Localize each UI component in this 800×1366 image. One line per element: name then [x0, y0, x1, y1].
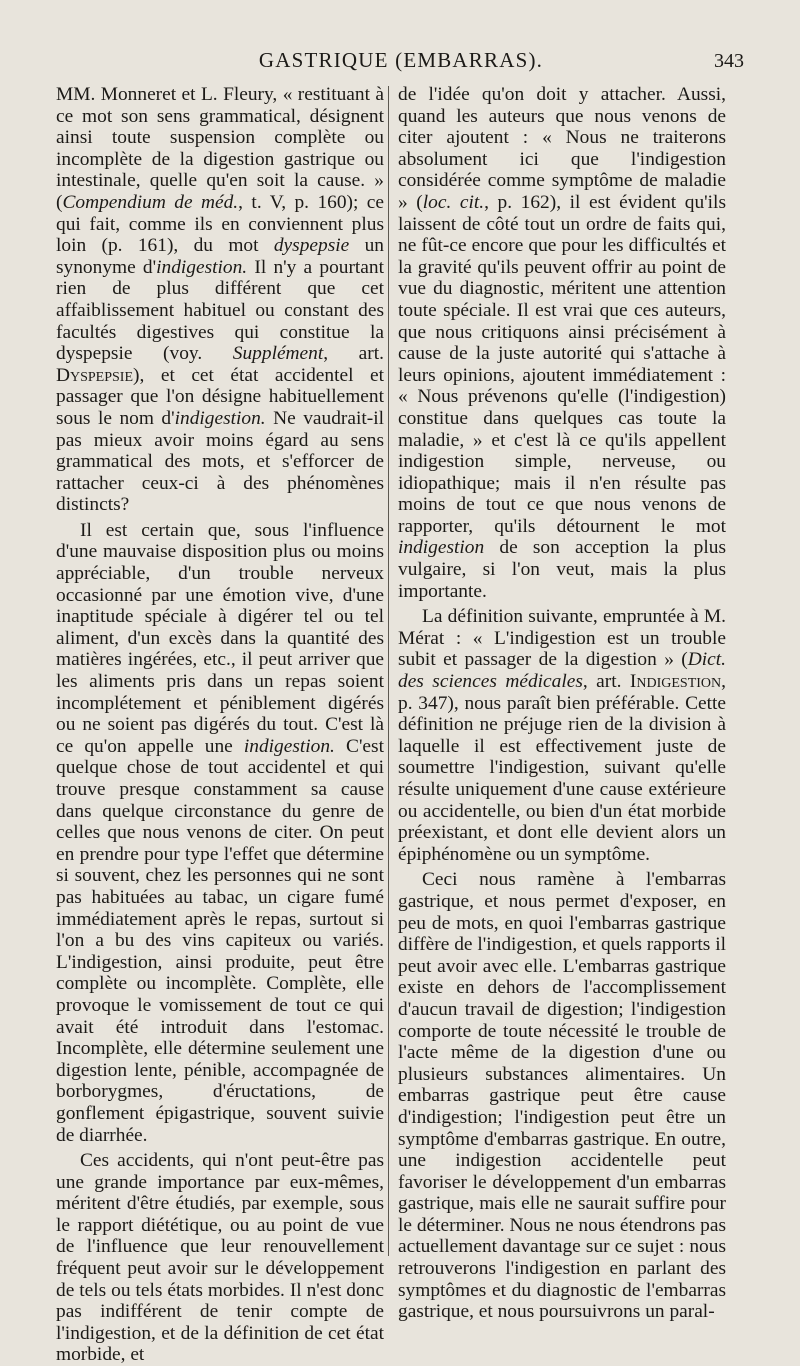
paragraph: MM. Monneret et L. Fleury, « restituant à ce mot son sens grammatical, désignent ainsi toute suspension complète ou incomplète de la digestion gastrique ou intestinale, quelle qu'en soit la cause. » (Compendium de méd., t. V, p. 160); ce qui fait, comme ils en conviennent plus loin (p. 161), du mot dyspepsie un synonyme d'indigestion. Il n'y a pourtant rien de plus différent que cet affaiblissement habituel ou constant des facultés digestives qui constitue la dyspepsie (voy. Supplément, art. Dyspepsie), et cet état accidentel et passager que l'on désigne habituellement sous le nom d'indigestion. Ne vaudrait-il pas mieux avoir moins égard au sens grammatical des mots, et s'efforcer de rattacher ceux-ci à des phénomènes distincts? [56, 84, 385, 516]
paragraph: Ces accidents, qui n'ont peut-être pas une grande importance par eux-mêmes, méritent d'être étudiés, par exemple, sous le rapport diététique, ou au point de vue de l'influence que leur renouvellement fréquent peut avoir sur le développement de tels ou tels états morbides. Il n'est donc pas indifférent de tenir compte de l'indigestion, et de la définition de cet état morbide, et [56, 1150, 384, 1366]
paragraph: Il est certain que, sous l'influence d'une mauvaise disposition plus ou moins appréciable, d'un trouble nerveux occasionné par une émotion vive, d'une inaptitude spéciale à digérer tel ou tel aliment, d'un excès dans la quantité des matières ingérées, etc., il peut arriver que les aliments pris dans un repas soient incomplétement et péniblement digérés ou ne soient pas digérés du tout. C'est là ce qu'on appelle une indigestion. C'est quelque chose de tout accidentel et qui trouve presque constamment sa cause dans quelque circonstance du genre de celles que nous venons de citer. On peut en prendre pour type l'effet que détermine si souvent, chez les personnes qui ne sont pas habituées au tabac, un cigare fumé immédiatement après le repas, surtout si l'on a bu des vins capiteux ou variés. L'indigestion, ainsi produite, peut être complète ou incomplète. Complète, elle provoque le vomissement de tout ce qui avait été introduit dans l'estomac. Incomplète, elle détermine seulement une digestion lente, pénible, accompagnée de borborygmes, d'éructations, de gonflement épigastrique, souvent suivie de diarrhée. [56, 519, 384, 1146]
running-title: GASTRIQUE (EMBARRAS). [258, 48, 544, 72]
right-column [398, 84, 726, 1323]
paragraph: La définition suivante, empruntée à M. Mérat : « L'indigestion est un trouble subit et passager de la digestion » (Dict. des sciences médicales, art. Indigestion, p. 347), nous paraît bien préférable. Cette définition ne préjuge rien de la division à laquelle il est effectivement juste de soumettre l'indigestion, suivant qu'elle résulte uniquement d'une cause extérieure ou accidentelle, ou bien d'un état morbide préexistant, et dont elle devient alors un épiphénomène ou un symptôme. [398, 606, 726, 865]
page-number: 343 [714, 50, 744, 72]
paragraph: de l'idée qu'on doit y attacher. Aussi, quand les auteurs que nous venons de citer ajoutent : « Nous ne traiterons absolument ici que l'indigestion considérée comme symptôme de maladie » (loc. cit., p. 162), il est évident qu'ils laissent de côté tout un ordre de faits qui, ne fût-ce encore que pour les difficultés et la gravité qu'ils peuvent offrir au point de vue du diagnostic, méritent une attention toute spéciale. Il est vrai que ces auteurs, que nous critiquons ainsi précisément à cause de la juste autorité qui s'attache à leurs opinions, ajoutent immédiatement : « Nous prévenons qu'elle (l'indigestion) constitue dans quelques cas toute la maladie, » et c'est là ce qu'ils appellent indigestion simple, nerveuse, ou idiopathique; mais il n'en résulte pas moins de tout ce que nous venons de rapporter, qu'ils détournent le mot indigestion de son acception la plus vulgaire, si l'on veut, mais la plus importante. [398, 84, 726, 602]
column-divider [388, 86, 389, 1256]
page-header [58, 48, 744, 82]
paragraph: Ceci nous ramène à l'embarras gastrique, et nous permet d'exposer, en peu de mots, en quoi l'embarras gastrique diffère de l'indigestion, et quels rapports il peut avoir avec elle. L'embarras gastrique existe en dehors de l'accomplissement d'aucun travail de digestion; l'indigestion comporte de toute nécessité le trouble de l'acte même de la digestion d'une ou plusieurs substances alimentaires. Un embarras gastrique peut être cause d'indigestion; l'indigestion peut être un symptôme d'embarras gastrique. En outre, une indigestion accidentelle peut favoriser le développement d'un embarras gastrique, mais elle ne saurait suffire pour le déterminer. Nous ne nous étendrons pas actuellement davantage sur ce sujet : nous retrouverons l'indigestion en parlant des symptômes et du diagnostic de l'embarras gastrique, et nous poursuivrons un paral- [398, 869, 726, 1323]
left-column [56, 84, 384, 1366]
